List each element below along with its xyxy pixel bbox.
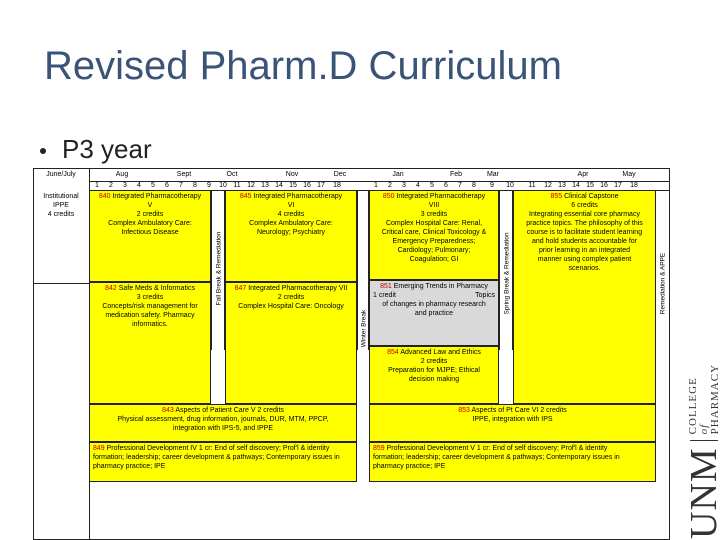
fall-week: 17 [317, 182, 325, 189]
spring-week: 12 [544, 182, 552, 189]
course-line: Preparation for MJPE; Ethical [388, 367, 480, 374]
logo-college: COLLEGE [686, 377, 699, 435]
course-code: 840 [98, 193, 111, 200]
course-line: Integrating essential core pharmacy [529, 211, 640, 218]
logo-divider [690, 440, 718, 441]
course-line: Infectious Disease [121, 229, 179, 236]
remediation-label: Remediation & APPE [659, 252, 667, 315]
logo-pharmacy: PHARMACY [708, 363, 721, 435]
course-854 [369, 346, 499, 404]
bullet-p3-year [40, 134, 152, 165]
course-line: practice topics. The philosophy of this [526, 220, 643, 227]
spring-week: 18 [630, 182, 638, 189]
month-apr: Apr [577, 171, 589, 178]
course-credits: 2 credits [420, 358, 448, 365]
bullet-dot-icon [40, 148, 46, 154]
course-credits: 1 credit [373, 292, 396, 299]
label-institutional: Institutional [43, 193, 79, 200]
fall-week: 10 [219, 182, 227, 189]
course-credits: 2 credits [277, 294, 305, 301]
logo-rotated [683, 299, 725, 539]
remediation-column [656, 190, 670, 380]
month-dec: Dec [333, 171, 347, 178]
course-line: Concepts/risk management for [102, 303, 198, 310]
course-849 [89, 442, 357, 482]
course-code: 859 [373, 445, 385, 452]
fall-week: 5 [151, 182, 155, 189]
fall-week: 6 [165, 182, 169, 189]
label-ippe: IPPE [53, 202, 69, 209]
course-code: 847 [234, 285, 247, 292]
course-line: Complex Hospital Care: Oncology [238, 303, 344, 310]
month-aug: Aug [115, 171, 129, 178]
course-line: pharmacy practice; IPE [93, 463, 166, 470]
course-line: informatics. [132, 321, 168, 328]
spring-break-column [499, 190, 513, 350]
fall-week: 8 [193, 182, 197, 189]
winter-break-column [357, 190, 369, 350]
course-credits: 3 credits [420, 211, 448, 218]
course-title: Safe Meds & Informatics [118, 285, 195, 292]
course-credits: 4 credits [277, 211, 305, 218]
course-title: Clinical Capstone [564, 193, 619, 200]
course-credits: 2 credits [136, 211, 164, 218]
course-line: course is to facilitate student learning [526, 229, 643, 236]
fall-week: 16 [303, 182, 311, 189]
spring-week-row [370, 182, 660, 190]
course-code: 842 [105, 285, 117, 292]
spring-week: 7 [458, 182, 462, 189]
course-code: 845 [239, 193, 252, 200]
fall-week: 4 [137, 182, 141, 189]
fall-week: 3 [123, 182, 127, 189]
course-line: Cardiology; Pulmonary; [397, 247, 471, 254]
spring-week: 5 [430, 182, 434, 189]
spring-week: 8 [472, 182, 476, 189]
fall-week: 13 [261, 182, 269, 189]
month-mar: Mar [486, 171, 500, 178]
fall-week: 14 [275, 182, 283, 189]
course-line: and practice [414, 310, 454, 317]
course-855 [513, 190, 656, 404]
course-line: Coagulation; GI [409, 256, 459, 263]
fall-week: 11 [233, 182, 241, 189]
course-title: Emerging Trends in Pharmacy [393, 283, 488, 290]
course-code: 851 [380, 283, 392, 290]
course-840 [89, 190, 211, 282]
course-line: Neurology; Psychiatry [256, 229, 326, 236]
month-sept: Sept [176, 171, 192, 178]
course-line: VIII [428, 202, 440, 209]
course-code: 850 [382, 193, 395, 200]
course-code: 854 [387, 349, 399, 356]
course-line: prior learning in an integrated [538, 247, 631, 254]
course-code: 855 [550, 193, 563, 200]
course-line: Complex Hospital Care: Renal, [385, 220, 483, 227]
course-title: Integrated Pharmacotherapy [253, 193, 343, 200]
month-may: May [622, 171, 636, 178]
course-title: Integrated Pharmacotherapy [112, 193, 202, 200]
course-853 [369, 404, 656, 442]
course-845 [225, 190, 357, 282]
fall-week: 1 [95, 182, 99, 189]
course-line: Complex Ambulatory Care: [108, 220, 192, 227]
spring-week: 4 [416, 182, 420, 189]
month-oct: Oct [226, 171, 238, 178]
course-line: Physical assessment, drug information, journals, DUR, MTM, PPCP, [117, 416, 329, 423]
fall-week: 7 [179, 182, 183, 189]
course-851 [369, 280, 499, 346]
spring-week: 9 [490, 182, 494, 189]
fall-break-label: Fall Break & Remediation [215, 231, 223, 306]
fall-week: 2 [109, 182, 113, 189]
label-4-credits: 4 credits [47, 211, 75, 218]
logo-of: of [697, 423, 710, 435]
course-title: Aspects of Patient Care V 2 credits [175, 407, 284, 414]
course-code: 843 [162, 407, 174, 414]
spring-week: 17 [614, 182, 622, 189]
course-code: 849 [93, 445, 105, 452]
fall-break-column [211, 190, 225, 350]
month-nov: Nov [285, 171, 299, 178]
course-850 [369, 190, 499, 280]
course-line: IPPE, integration with IPS [472, 416, 553, 423]
course-line: formation; leadership; career development & pathways; Contemporary issues in [373, 454, 620, 461]
course-842 [89, 282, 211, 404]
course-line: integration with IPS-5, and IPPE [173, 425, 273, 432]
spring-week: 16 [600, 182, 608, 189]
course-code: 853 [458, 407, 470, 414]
spring-week: 2 [388, 182, 392, 189]
fall-week: 18 [333, 182, 341, 189]
course-847 [225, 282, 357, 404]
course-line: VI [287, 202, 295, 209]
course-line: scenarios. [568, 265, 601, 272]
course-line: pharmacy practice; IPE [373, 463, 446, 470]
spring-week: 11 [528, 182, 536, 189]
logo-unm-text: UNM [683, 447, 725, 539]
spring-week: 6 [444, 182, 448, 189]
course-line [373, 291, 495, 300]
spring-week: 10 [506, 182, 514, 189]
course-line: Emergency Preparedness; [392, 238, 476, 245]
label-june-july: June/July [46, 171, 76, 178]
course-859 [369, 442, 656, 482]
spring-week: 14 [572, 182, 580, 189]
course-line: decision making [408, 376, 460, 383]
logo-college-block [688, 364, 721, 434]
course-title: Integrated Pharmacotherapy [396, 193, 486, 200]
course-title: Professional Development IV 1 cr: End of self discovery; Prof'l & identity [106, 445, 330, 452]
course-line: and hold students accountable for [531, 238, 638, 245]
spring-week: 3 [402, 182, 406, 189]
winter-break-label: Winter Break [360, 309, 368, 348]
course-line: Critical care, Clinical Toxicology & [381, 229, 487, 236]
course-line: medication safety. Pharmacy [105, 312, 195, 319]
fall-week: 9 [207, 182, 211, 189]
course-line: Topics [475, 292, 495, 299]
course-title: Aspects of Pt Care VI 2 credits [471, 407, 567, 414]
spring-week: 1 [374, 182, 378, 189]
course-line: manner using complex patient [537, 256, 632, 263]
course-title: Advanced Law and Ethics [400, 349, 481, 356]
month-jan: Jan [392, 171, 404, 178]
course-line: V [147, 202, 153, 209]
course-line: formation; leadership; career development & pathways; Contemporary issues in [93, 454, 340, 461]
spring-week: 15 [586, 182, 594, 189]
month-feb: Feb [449, 171, 463, 178]
course-line: of changes in pharmacy research [382, 301, 486, 308]
course-credits: 3 credits [136, 294, 164, 301]
spring-week: 13 [558, 182, 566, 189]
fall-week: 15 [289, 182, 297, 189]
unm-logo [683, 300, 725, 540]
course-credits: 6 credits [571, 202, 598, 209]
grid-line [33, 283, 89, 284]
slide-title: Revised Pharm.D Curriculum [44, 44, 562, 88]
course-line: Complex Ambulatory Care: [249, 220, 333, 227]
course-title: Integrated Pharmacotherapy VII [248, 285, 348, 292]
fall-week: 12 [247, 182, 255, 189]
course-title: Professional Development V 1 cr: End of self discovery; Prof'l & identity [386, 445, 608, 452]
bullet-text: P3 year [62, 134, 152, 164]
course-843 [89, 404, 357, 442]
spring-break-label: Spring Break & Remediation [503, 232, 511, 315]
